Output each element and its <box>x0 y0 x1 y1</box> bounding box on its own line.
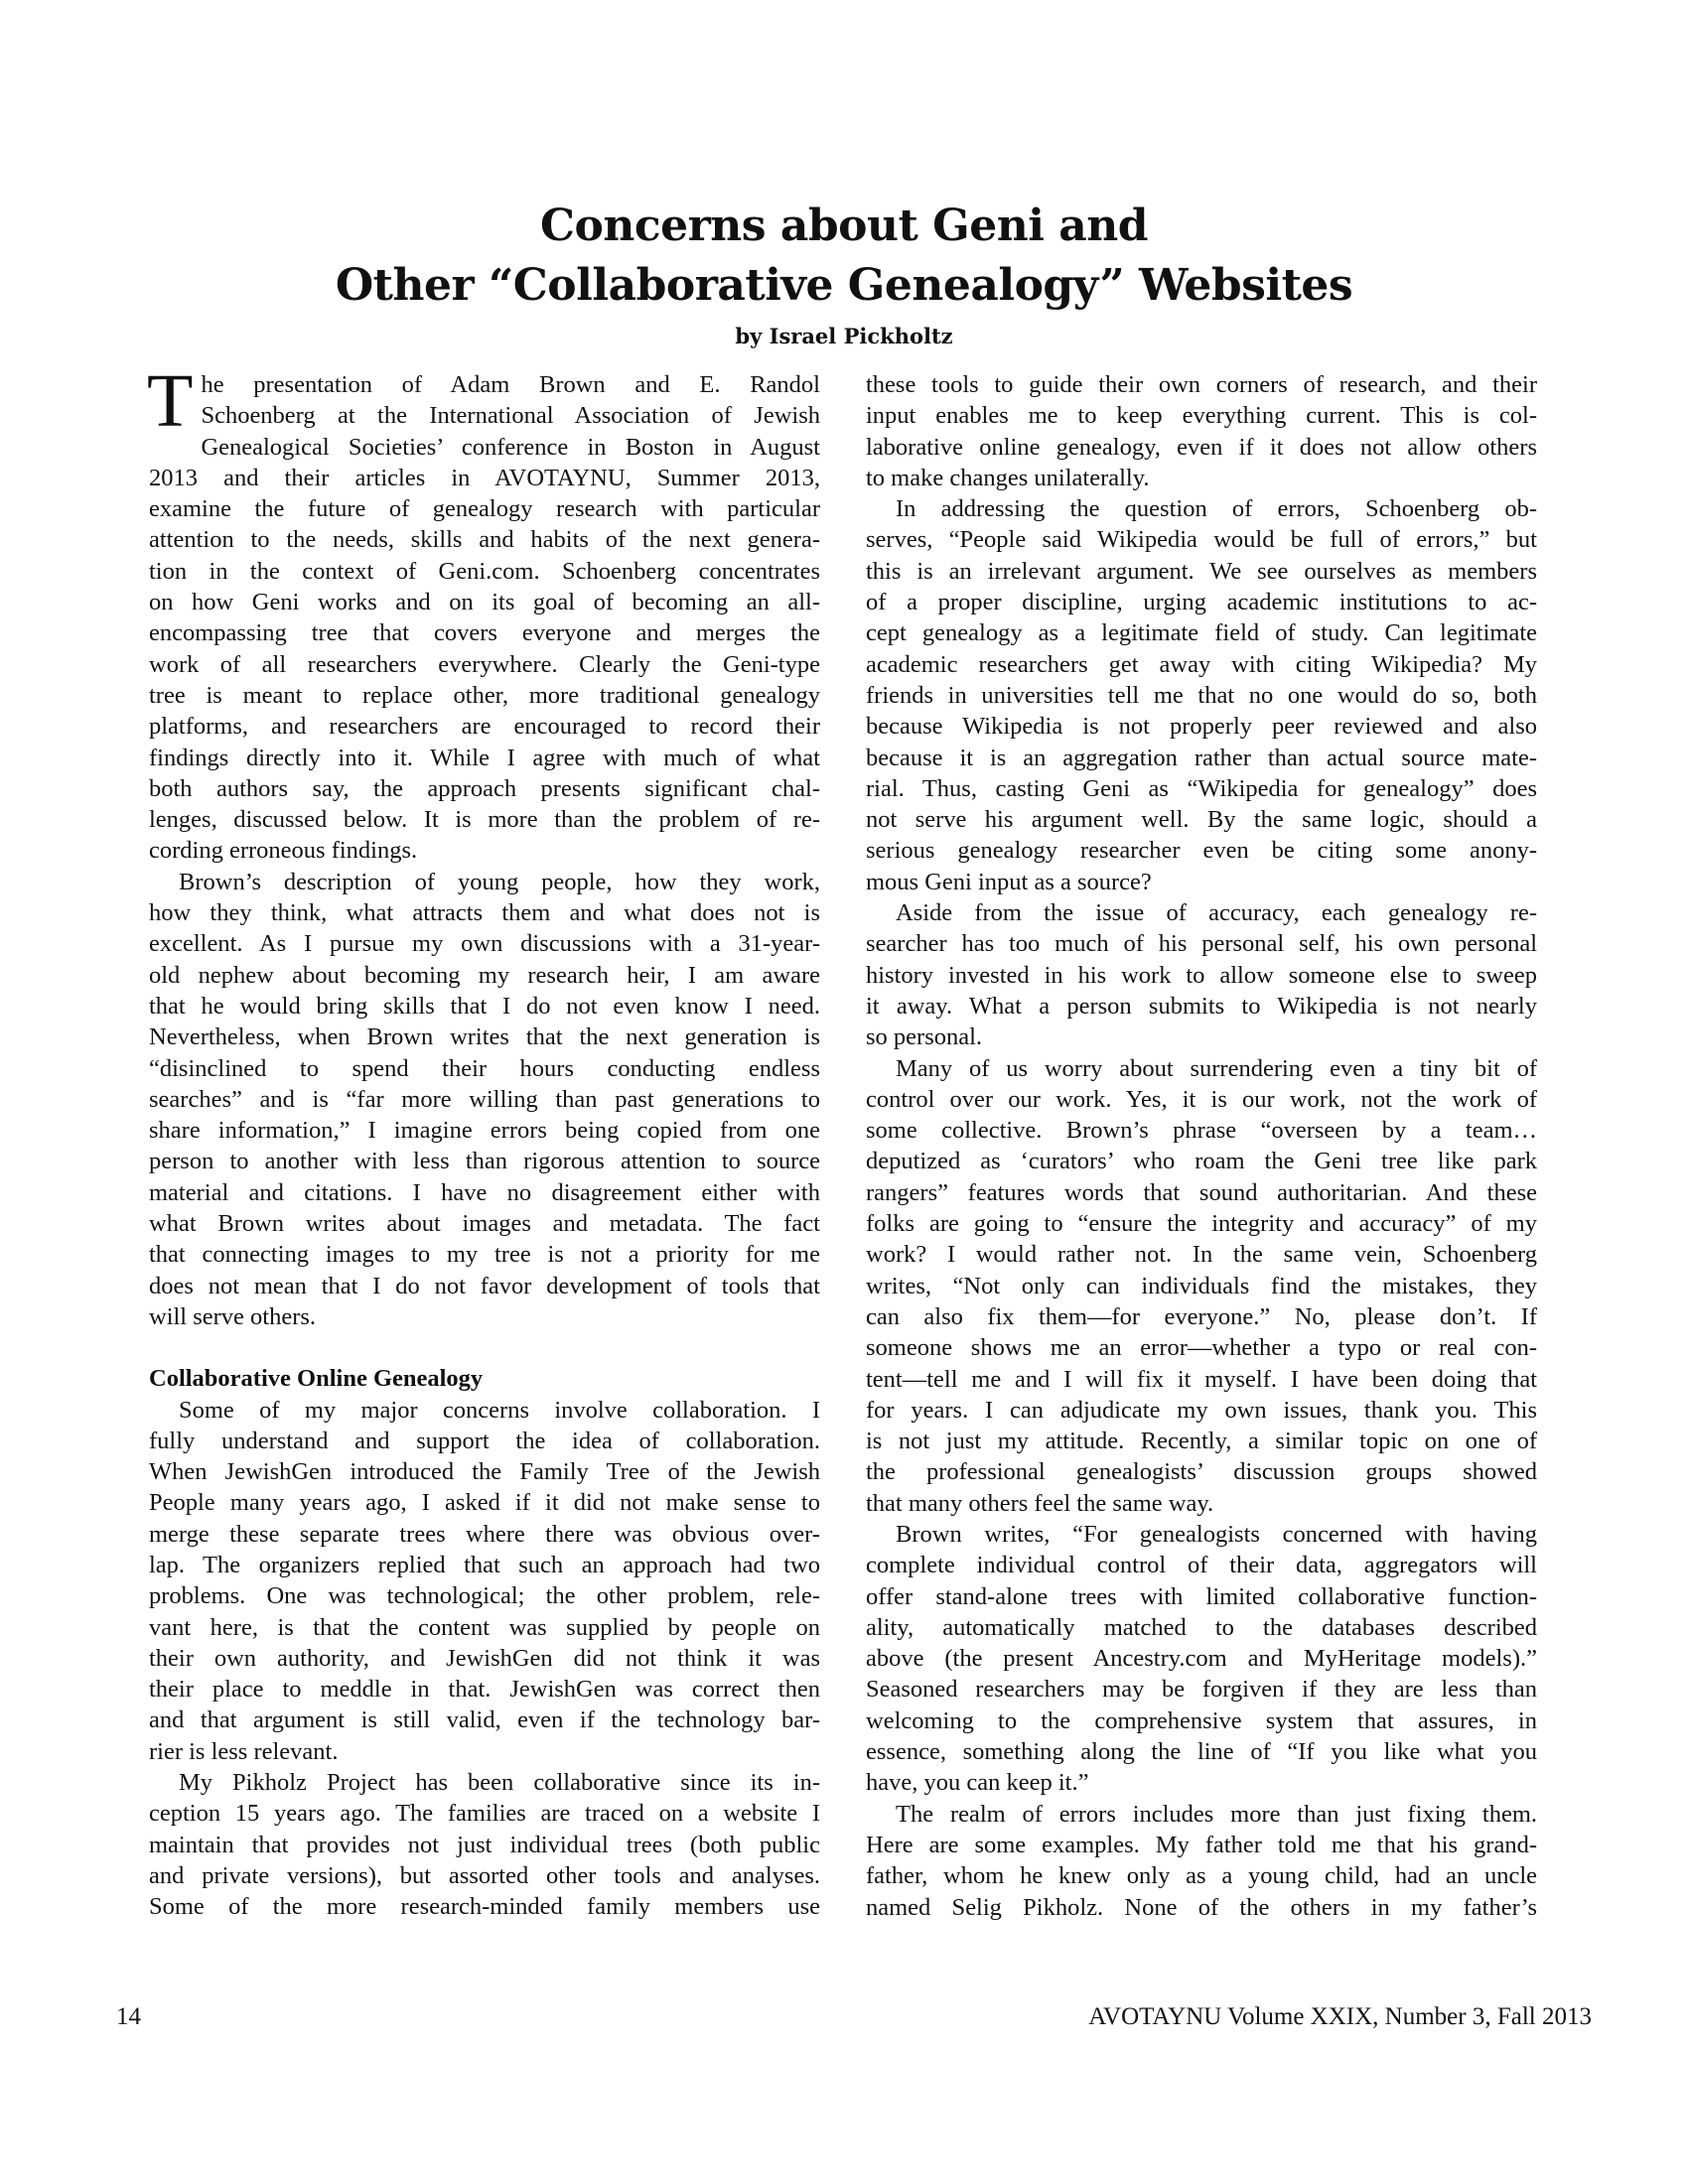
text-line: both authors say, the approach presents significant chal- <box>149 774 820 802</box>
text-line: folks are going to “ensure the integrity and accuracy” of my <box>866 1210 1537 1238</box>
article-title-line-2: Other “Collaborative Genealogy” Websites <box>335 260 1353 311</box>
text-line: When JewishGen introduced the Family Tree of the Jewish <box>149 1458 820 1486</box>
text-line: serves, “People said Wikipedia would be full of errors,” but <box>866 526 1537 554</box>
text-line: will serve others. <box>149 1302 317 1330</box>
text-line: searches” and is “far more willing than past generations to <box>149 1085 820 1113</box>
text-line: rangers” features words that sound authoritarian. And these <box>866 1178 1537 1206</box>
text-line: not serve his argument well. By the same logic, should a <box>866 806 1537 834</box>
publication-footer: AVOTAYNU Volume XXIX, Number 3, Fall 2013 <box>1088 2003 1592 2030</box>
text-line: share information,” I imagine errors being copied from one <box>149 1117 820 1145</box>
text-line: Seasoned researchers may be forgiven if they are less than <box>866 1676 1537 1704</box>
text-line: My Pikholz Project has been collaborative since its in- <box>179 1769 820 1797</box>
text-line: platforms, and researchers are encouraged to record their <box>149 713 820 741</box>
text-line: Nevertheless, when Brown writes that the next generation is <box>149 1024 820 1051</box>
text-line: excellent. As I pursue my own discussions with a 31-year- <box>149 930 820 958</box>
article-title-line-1: Concerns about Geni and <box>539 201 1149 251</box>
right-column <box>866 369 1537 1923</box>
text-line: examine the future of genealogy research with particular <box>149 495 820 523</box>
text-line: that he would bring skills that I do not even know I need. <box>149 992 820 1020</box>
text-line: of a proper discipline, urging academic institutions to ac- <box>866 589 1537 616</box>
text-line: these tools to guide their own corners of research, and their <box>866 371 1537 398</box>
text-line: does not mean that I do not favor development of tools that <box>149 1272 820 1299</box>
text-line: 2013 and their articles in AVOTAYNU, Summer 2013, <box>149 464 820 491</box>
text-line: maintain that provides not just individual trees (both public <box>149 1831 820 1858</box>
text-line: material and citations. I have no disagreement either with <box>149 1178 820 1206</box>
text-line: and private versions), but assorted other tools and analyses. <box>149 1861 820 1889</box>
text-line: tent—tell me and I will fix it myself. I have been doing that <box>866 1365 1537 1393</box>
text-line: welcoming to the comprehensive system that assures, in <box>866 1706 1537 1734</box>
paragraph <box>866 1053 1537 1519</box>
section-heading: Collaborative Online Genealogy <box>149 1365 484 1393</box>
text-line: named Selig Pikholz. None of the others in my father’s <box>866 1893 1537 1921</box>
text-line: that many others feel the same way. <box>866 1489 1214 1517</box>
text-line: merge these separate trees where there was obvious over- <box>149 1520 820 1548</box>
text-line: writes, “Not only can individuals find the mistakes, they <box>866 1272 1537 1299</box>
text-line: complete individual control of their data, aggregators will <box>866 1552 1537 1579</box>
text-line: for years. I can adjudicate my own issues, thank you. This <box>866 1396 1537 1424</box>
text-line: how they think, what attracts them and what does not is <box>149 899 820 927</box>
text-line: The realm of errors includes more than just fixing them. <box>896 1800 1537 1828</box>
text-line: someone shows me an error—whether a typo or real con- <box>866 1334 1537 1362</box>
left-column <box>147 359 820 1923</box>
text-line: Brown’s description of young people, how they work, <box>179 868 820 895</box>
text-line: lenges, discussed below. It is more than the problem of re- <box>149 806 820 834</box>
paragraph <box>147 359 820 867</box>
text-line: because it is an aggregation rather than actual source mate- <box>866 744 1537 771</box>
text-line: that connecting images to my tree is not a priority for me <box>149 1241 820 1269</box>
text-line: cept genealogy as a legitimate field of study. Can legitimate <box>866 619 1537 647</box>
text-line: Many of us worry about surrendering even a tiny bit of <box>896 1054 1537 1082</box>
text-line: to make changes unilaterally. <box>866 464 1150 491</box>
text-line: their own authority, and JewishGen did not think it was <box>149 1644 820 1672</box>
text-line: above (the present Ancestry.com and MyHeritage models).” <box>866 1645 1537 1673</box>
text-line: control over our work. Yes, it is our work, not the work of <box>866 1085 1537 1113</box>
text-line: have, you can keep it.” <box>866 1769 1089 1797</box>
text-line: rial. Thus, casting Geni as “Wikipedia for genealogy” does <box>866 774 1537 802</box>
text-line: person to another with less than rigorous attention to source <box>149 1148 820 1175</box>
text-line: laborative online genealogy, even if it does not allow others <box>866 433 1537 461</box>
text-line: what Brown writes about images and metadata. The fact <box>149 1210 820 1238</box>
text-line: some collective. Brown’s phrase “overseen by a team… <box>866 1117 1537 1145</box>
text-line: on how Geni works and on its goal of becoming an all- <box>149 589 820 616</box>
text-line: friends in universities tell me that no one would do so, both <box>866 681 1537 709</box>
paragraph <box>866 369 1537 493</box>
text-line: cording erroneous findings. <box>149 837 418 865</box>
text-line: offer stand-alone trees with limited collaborative function- <box>866 1582 1537 1610</box>
text-line: searcher has too much of his personal self, his own personal <box>866 930 1537 958</box>
text-line: tion in the context of Geni.com. Schoenberg concentrates <box>149 557 820 585</box>
text-line: work of all researchers everywhere. Clearly the Geni-type <box>149 650 820 678</box>
text-line: so personal. <box>866 1024 983 1051</box>
text-line: Here are some examples. My father told me that his grand- <box>866 1831 1537 1858</box>
paragraph <box>866 897 1537 1052</box>
text-line: problems. One was technological; the other problem, rele- <box>149 1582 820 1610</box>
text-line: lap. The organizers replied that such an approach had two <box>149 1551 820 1578</box>
text-line: essence, something along the line of “If you like what you <box>866 1738 1537 1766</box>
text-line: their place to meddle in that. JewishGen was correct then <box>149 1676 820 1704</box>
text-line: history invested in his work to allow someone else to sweep <box>866 961 1537 989</box>
text-line: encompassing tree that covers everyone and merges the <box>149 619 820 647</box>
page-number: 14 <box>116 2003 141 2030</box>
text-line: because Wikipedia is not properly peer reviewed and also <box>866 713 1537 741</box>
text-line: People many years ago, I asked if it did not make sense to <box>149 1489 820 1517</box>
text-line: academic researchers get away with citing Wikipedia? My <box>866 650 1537 678</box>
text-line: Schoenberg at the International Association of Jewish <box>201 402 820 430</box>
text-line: “disinclined to spend their hours conducting endless <box>149 1054 820 1082</box>
text-line: the professional genealogists’ discussion groups showed <box>866 1458 1537 1486</box>
text-line: Aside from the issue of accuracy, each genealogy re- <box>896 899 1537 927</box>
paragraph <box>866 493 1537 897</box>
text-line: ality, automatically matched to the databases described <box>866 1613 1537 1641</box>
paragraph <box>866 1799 1537 1923</box>
text-line: ception 15 years ago. The families are traced on a website I <box>149 1800 820 1828</box>
text-line: deputized as ‘curators’ who roam the Geni tree like park <box>866 1148 1537 1175</box>
paragraph <box>149 1395 820 1768</box>
text-line: and that argument is still valid, even if the technology bar- <box>149 1706 820 1734</box>
drop-cap: T <box>147 359 194 443</box>
text-line: rier is less relevant. <box>149 1737 339 1765</box>
text-line: this is an irrelevant argument. We see ourselves as members <box>866 557 1537 585</box>
text-line: Genealogical Societies’ conference in Boston in August <box>201 433 820 461</box>
text-line: Brown writes, “For genealogists concerned with having <box>896 1520 1537 1548</box>
paragraph <box>866 1519 1537 1799</box>
text-line: fully understand and support the idea of collaboration. <box>149 1427 820 1454</box>
text-line: input enables me to keep everything current. This is col- <box>866 402 1537 430</box>
text-line: can also fix them—for everyone.” No, please don’t. If <box>866 1302 1537 1330</box>
text-line: is not just my attitude. Recently, a similar topic on one of <box>866 1428 1537 1455</box>
text-line: In addressing the question of errors, Schoenberg ob- <box>896 495 1537 523</box>
text-line: mous Geni input as a source? <box>866 868 1152 895</box>
text-line: tree is meant to replace other, more traditional genealogy <box>149 681 820 709</box>
paragraph <box>149 867 820 1332</box>
text-line: Some of the more research-minded family members use <box>149 1893 820 1921</box>
text-line: Some of my major concerns involve collaboration. I <box>179 1396 820 1424</box>
text-line: he presentation of Adam Brown and E. Randol <box>201 371 820 398</box>
text-line: serious genealogy researcher even be citing some anony- <box>866 837 1537 865</box>
text-line: findings directly into it. While I agree with much of what <box>149 744 820 771</box>
text-line: old nephew about becoming my research heir, I am aware <box>149 961 820 989</box>
paragraph <box>149 1767 820 1922</box>
text-line: it away. What a person submits to Wikipedia is not nearly <box>866 992 1537 1020</box>
text-line: attention to the needs, skills and habits of the next genera- <box>149 526 820 554</box>
byline: by Israel Pickholtz <box>735 324 953 348</box>
text-line: work? I would rather not. In the same vein, Schoenberg <box>866 1241 1537 1269</box>
text-line: father, whom he knew only as a young child, had an uncle <box>866 1862 1537 1890</box>
text-line: vant here, is that the content was supplied by people on <box>149 1613 820 1641</box>
